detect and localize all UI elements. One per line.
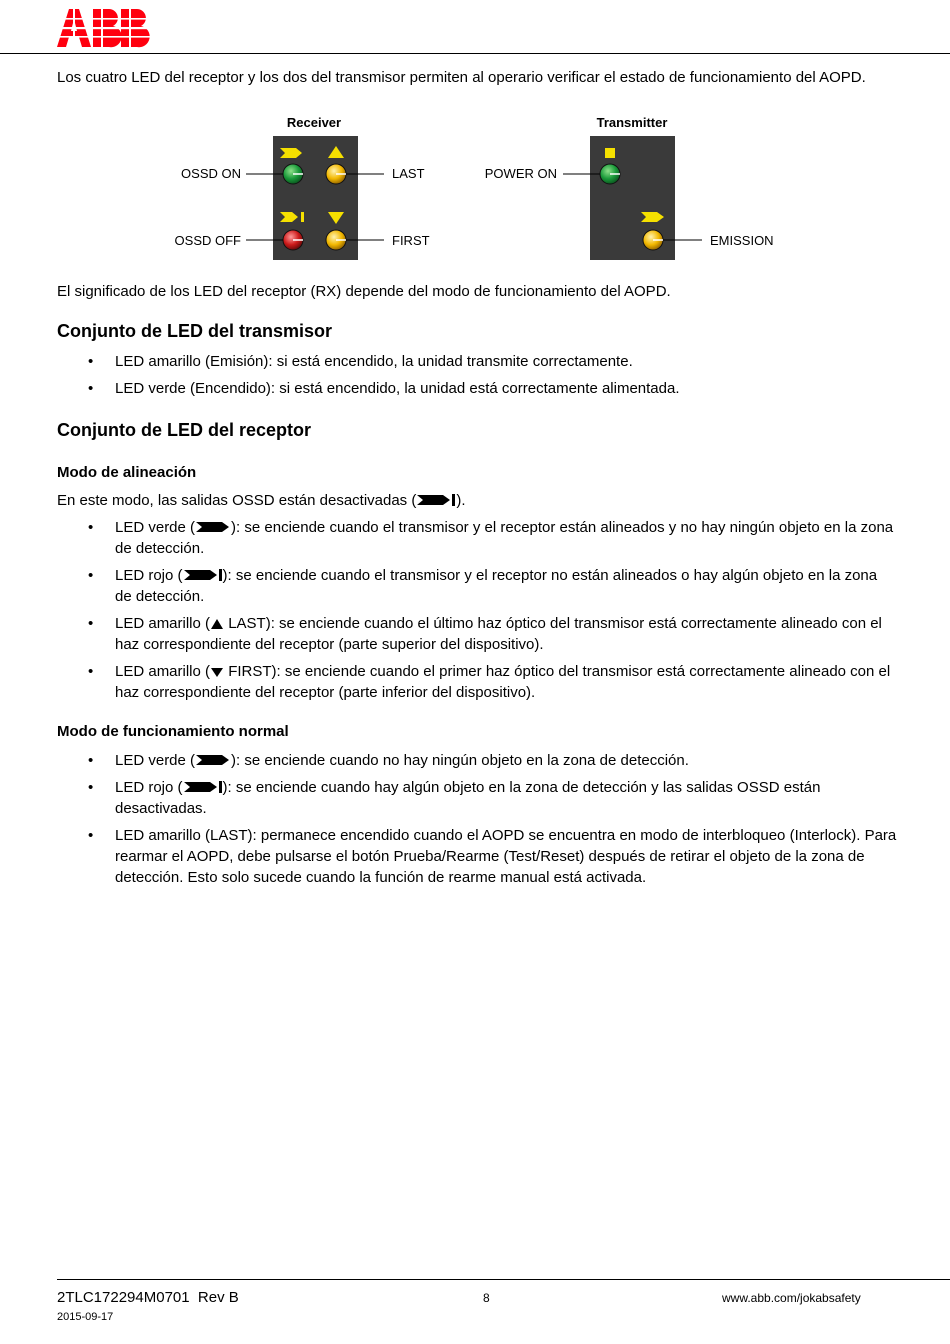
bullet-icon: •: [88, 827, 94, 844]
alignment-mode-title: Modo de alineación: [57, 464, 197, 481]
bullet-icon: •: [88, 353, 94, 370]
alignment-item-1: LED verde ( ): se enciende cuando el transmisor y el receptor están alineados y no hay ningún objeto en la zona de detección.: [115, 519, 894, 557]
page-number: 8: [483, 1291, 490, 1305]
ossd-off-symbol-icon: [183, 567, 223, 583]
last-label: LAST: [392, 166, 425, 181]
section-rx-title: Conjunto de LED del receptor: [57, 420, 312, 440]
footer-doc-id: 2TLC172294M0701 Rev B: [57, 1289, 239, 1306]
up-triangle-icon: [210, 617, 224, 631]
normal-item-3: LED amarillo (LAST): permanece encendido cuando el AOPD se encuentra en modo de interbloqueo (Interlock). Para rearmar el AOPD, debe pulsarse el botón Prueba/Rearme (Test/Reset) después de retirar el objeto de la zona de detección. Esto solo sucede cuando la función de rearme manual está activada.: [115, 827, 897, 886]
section-tx-title: Conjunto de LED del transmisor: [57, 321, 333, 341]
normal-item-1: LED verde ( ): se enciende cuando no hay ningún objeto en la zona de detección.: [115, 752, 689, 769]
emission-label: EMISSION: [710, 233, 774, 248]
ossd-off-label: OSSD OFF: [174, 233, 241, 248]
bullet-icon: •: [88, 567, 94, 584]
bullet-icon: •: [88, 779, 94, 796]
transmitter-title: Transmitter: [596, 115, 668, 130]
normal-mode-title: Modo de funcionamiento normal: [57, 723, 289, 740]
alignment-item-3: LED amarillo ( LAST): se enciende cuando el último haz óptico del transmisor está correctamente alineado con el haz correspondiente del receptor (parte superior del dispositivo).: [115, 615, 882, 653]
ossd-on-symbol-icon: [195, 752, 231, 768]
ossd-off-symbol-icon: [416, 492, 456, 508]
alignment-item-4: LED amarillo ( FIRST): se enciende cuando el primer haz óptico del transmisor está correctamente alineado con el haz correspondiente del receptor (parte inferior del dispositivo).: [115, 663, 891, 701]
ossd-on-label: OSSD ON: [181, 166, 241, 181]
led-diagram: [0, 108, 950, 268]
ossd-on-symbol-icon: [195, 519, 231, 535]
first-label: FIRST: [392, 233, 430, 248]
tx-item-2: LED verde (Encendido): si está encendido, la unidad está correctamente alimentada.: [115, 380, 680, 397]
bullet-icon: •: [88, 752, 94, 769]
bullet-icon: •: [88, 615, 94, 632]
footer-date: 2015-09-17: [57, 1311, 114, 1323]
power-on-label: POWER ON: [484, 166, 557, 181]
bullet-icon: •: [88, 663, 94, 680]
bullet-icon: •: [88, 519, 94, 536]
abb-logo: [57, 7, 157, 49]
normal-item-2: LED rojo ( ): se enciende cuando hay algún objeto en la zona de detección y las salidas OSSD están desactivadas.: [115, 779, 821, 817]
header-rule: [0, 53, 950, 54]
intro-paragraph: Los cuatro LED del receptor y los dos del transmisor permiten al operario verificar el estado de funcionamiento del AOPD.: [57, 69, 866, 86]
alignment-intro: En este modo, las salidas OSSD están desactivadas ( ).: [57, 492, 466, 509]
footer-rule: [57, 1279, 950, 1280]
receiver-title: Receiver: [286, 115, 342, 130]
tx-item-1: LED amarillo (Emisión): si está encendido, la unidad transmite correctamente.: [115, 353, 633, 370]
bullet-icon: •: [88, 380, 94, 397]
alignment-item-2: LED rojo ( ): se enciende cuando el transmisor y el receptor no están alineados o hay algún objeto en la zona de detección.: [115, 567, 878, 605]
rx-note: El significado de los LED del receptor (RX) depende del modo de funcionamiento del AOPD.: [57, 283, 671, 300]
power-on-symbol-icon: [605, 148, 615, 158]
ossd-off-symbol-icon: [183, 779, 223, 795]
footer-url[interactable]: www.abb.com/jokabsafety: [722, 1291, 861, 1305]
down-triangle-icon: [210, 665, 224, 679]
